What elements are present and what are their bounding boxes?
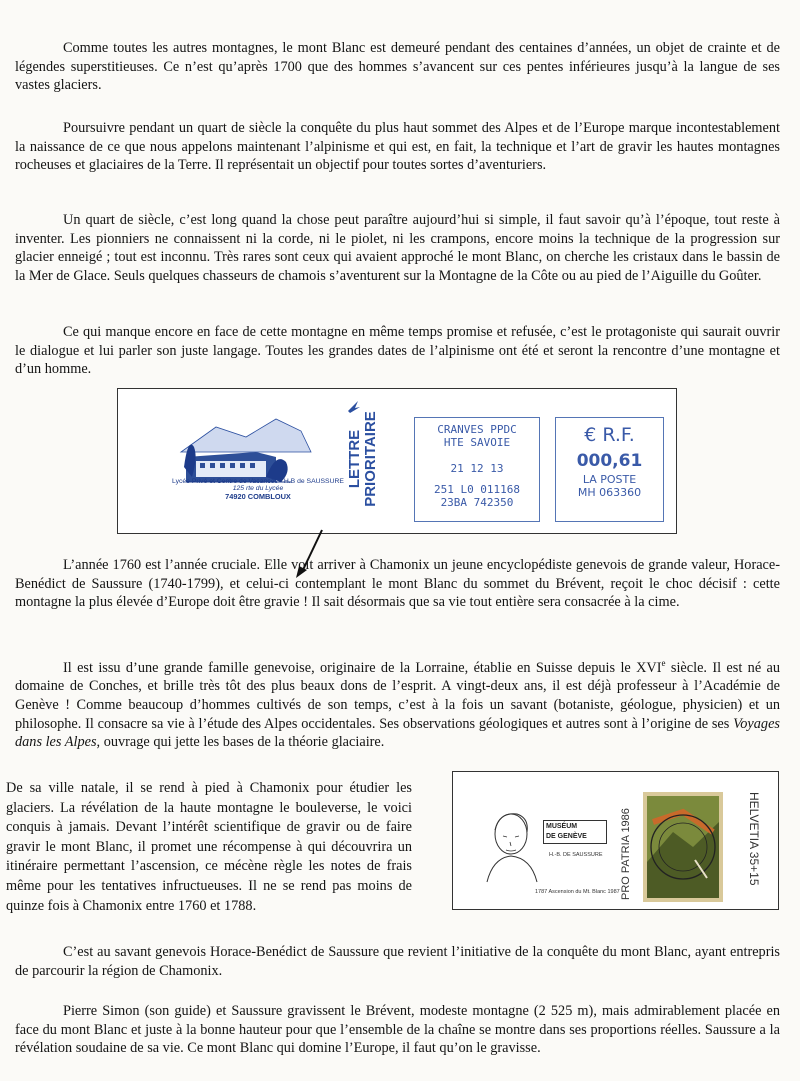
lycee-building-illustration	[126, 397, 316, 525]
pro-patria-stamp	[643, 792, 723, 902]
postmark-office: CRANVES PPDC	[437, 423, 517, 436]
lettre-prioritaire-mark	[343, 394, 383, 524]
paragraph-1: Comme toutes les autres montagnes, le mont Blanc est demeuré pendant des centaines d’années, un objet de crainte et de légendes superstitieuses. Ce n’est qu’après 1700 que des hommes s’avancent sur ces pentes inférieures jusqu’à la langue de ses vastes glaciers.	[15, 40, 780, 94]
paragraph-9: Pierre Simon (son guide) et Saussure gravissent le Brévent, modeste montagne (2 525 m), mais admirablement placée en face du mont Blanc et juste à la bonne hauteur pour que l’ensemble de la chaîne se montre dans ses proportions réelles. Saussure a la révélation soudaine de sa vie. Ce mont Blanc qui domine l’Europe, il faut qu’on le gravisse.	[15, 1003, 780, 1057]
paragraph-6-start: Il est issu d’une grande famille genevoise, originaire de la Lorraine, établie en Suisse depuis le XVI	[63, 659, 662, 676]
paragraph-6	[15, 654, 780, 752]
machine-number: MH 063360	[577, 486, 642, 499]
century-superscript: e	[661, 658, 666, 668]
saussure-portrait-icon	[473, 804, 545, 884]
museum-label	[543, 820, 607, 844]
helvetia-label: HELVETIA 35+15	[747, 792, 761, 886]
address-line-1: Lycée Privé et Centre de Vacances - H.B de SAUSSURE	[172, 478, 344, 485]
postmark-date-box	[414, 417, 540, 522]
paragraph-6-end: , ouvrage qui jette les bases de la théorie glaciaire.	[96, 734, 385, 751]
postage-amount: 000,61	[576, 451, 643, 471]
la-poste-label: LA POSTE	[582, 473, 637, 486]
museum-line-1: MUSÉUM	[546, 823, 578, 830]
book-title: Voyages dans les Alpes	[15, 715, 780, 751]
portrait-caption: H.-B. DE SAUSSURE	[549, 852, 603, 858]
postmark-code-1: 251 L0 011168	[433, 483, 521, 496]
paragraph-2: Poursuivre pendant un quart de siècle la conquête du plus haut sommet des Alpes et de l’Europe marque incontestablement la naissance de ce que nous appelons maintenant l’alpinisme et qui est, en fait, la technique et l’art de gravir les hautes montagnes rocheuses et glaciaires de la Terre. Il représentait un objectif pour toutes sortes d’aventuriers.	[15, 120, 780, 174]
commemoration-footer: 1787 Ascension du Mt. Blanc 1987	[535, 889, 620, 895]
paragraph-8: C’est au savant genevois Horace-Benédict de Saussure que revient l’initiative de la conquête du mont Blanc, ayant entrepris de parcourir la région de Chamonix.	[15, 944, 780, 979]
paragraph-4: Ce qui manque encore en face de cette montagne en même temps promise et refusée, c’est le protagoniste qui saurait ouvrir le dialogue et lui parler son juste langage. Toutes les grandes dates de l’alpinisme ont été et seront la rencontre d’une montagne et d’un homme.	[15, 324, 780, 378]
paragraph-6-middle: siècle. Il est né au domaine de Conches, et brille très tôt des plus beaux dons de l’esprit. A vingt-deux ans, il est déjà professeur à l’Académie de Genève ! Comme beaucoup d’hommes cultivés de son temps, c’est à la fois un savant (botaniste, géologue, physicien) et un philosophe. Il consacre sa vie à l’étude des Alpes occidentales. Ses observations géologiques et autres sont à l’origine de ses	[15, 659, 781, 732]
paragraph-3: Un quart de siècle, c’est long quand la chose peut paraître aujourd’hui si simple, il faut savoir qu’à l’époque, tout reste à inventer. Les pionniers ne connaissent ni la corde, ni le piolet, ni les crampons, encore moins la technique de la progression sur glacier enneigé ; tout est inconnu. Très rares sont ceux qui avaient approché le mont Blanc, on cherche les cristaux dans le bassin de la Mer de Glace. Seuls quelques chasseurs de chamois s’aventurent sur la Montagne de la Côte ou au pied de l’Aiguille du Goûter.	[15, 212, 780, 284]
postmark-code-2: 23BA 742350	[440, 496, 514, 509]
museum-line-2: DE GENÈVE	[546, 833, 587, 840]
address-line-3: 74920 COMBLOUX	[225, 492, 291, 501]
prioritaire-label: PRIORITAIRE	[362, 411, 379, 507]
sender-address	[168, 478, 348, 501]
franking-box	[555, 417, 664, 522]
currency-label: € R.F.	[584, 424, 635, 446]
pro-patria-label: PRO PATRIA 1986	[620, 808, 632, 900]
paragraph-7: De sa ville natale, il se rend à pied à Chamonix pour étudier les glaciers. La révélation de la haute montagne le bouleverse, le voici conquis à jamais. Devant l’intérêt scientifique de gravir ou de faire gravir le mont Blanc, il promet une récompense à qui découvrira un itinéraire permettant l’ascension, ce mécène règle les notes de frais même pour les tentatives infructueuses. Il ne se rend pas moins de quinze fois à Chamonix entre 1760 et 1788.	[6, 780, 412, 914]
address-line-2: 125 rte du Lycée	[232, 485, 284, 492]
paragraph-5: L’année 1760 est l’année cruciale. Elle voit arriver à Chamonix un jeune encyclopédiste genevois de grande valeur, Horace-Benédict de Saussure (1740-1799), et celui-ci contemplant le mont Blanc du sommet du Brévent, reçoit le choc décisif : cette montagne la plus élevée d’Europe doit être gravie ! Il sait désormais que sa vie tout entière sera consacrée à la cime.	[15, 557, 780, 611]
postmark-envelope-combloux	[117, 388, 677, 534]
postmark-date: 21 12 13	[450, 462, 504, 475]
lettre-label: LETTRE	[346, 429, 363, 489]
postmark-region: HTE SAVOIE	[443, 436, 511, 449]
postmark-envelope-geneve	[452, 771, 779, 910]
